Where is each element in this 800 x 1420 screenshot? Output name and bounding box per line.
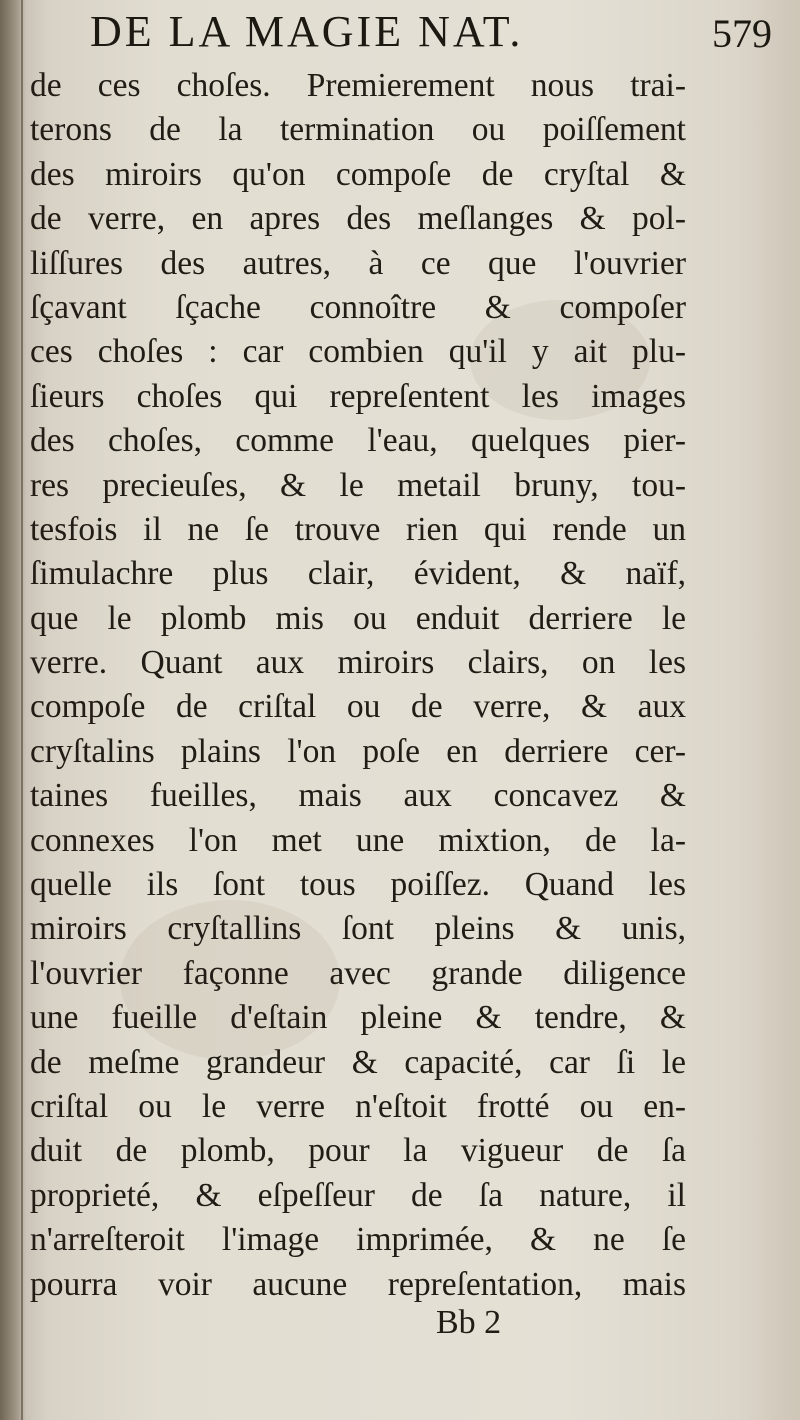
text-line: de meſme grandeur & capacité, car ſi le: [30, 1043, 686, 1081]
text-line: tesfois il ne ſe trouve rien qui rende un: [30, 510, 686, 548]
text-line: n'arreſteroit l'image imprimée, & ne ſe: [30, 1221, 686, 1259]
body-text: [30, 64, 686, 1307]
text-line: des choſes, comme l'eau, quelques pier-: [30, 422, 686, 460]
signature-mark: Bb 2: [436, 1304, 502, 1341]
text-line: criſtal ou le verre n'eſtoit frotté ou en-: [30, 1087, 686, 1125]
text-line: ſieurs choſes qui repreſentent les images: [30, 377, 686, 415]
text-line: que le plomb mis ou enduit derriere le: [30, 599, 686, 637]
text-line: ces choſes : car combien qu'il y ait plu-: [30, 333, 686, 371]
text-line: cryſtalins plains l'on poſe en derriere cer-: [30, 732, 686, 770]
text-line: duit de plomb, pour la vigueur de ſa: [30, 1132, 686, 1170]
text-line: compoſe de criſtal ou de verre, & aux: [30, 688, 686, 726]
text-line: terons de la termination ou poiſſement: [30, 111, 686, 149]
text-line: proprieté, & eſpeſſeur de ſa nature, il: [30, 1176, 686, 1214]
text-line: de verre, en apres des meſlanges & pol-: [30, 200, 686, 238]
text-line: ſçavant ſçache connoître & compoſer: [30, 288, 686, 326]
text-line: verre. Quant aux miroirs clairs, on les: [30, 644, 686, 682]
text-line: pourra voir aucune repreſentation, mais: [30, 1265, 686, 1303]
text-line: une fueille d'eſtain pleine & tendre, &: [30, 999, 686, 1037]
text-line: connexes l'on met une mixtion, de la-: [30, 821, 686, 859]
binding-edge: [21, 0, 23, 1420]
page-header: [60, 6, 780, 62]
text-line: quelle ils ſont tous poiſſez. Quand les: [30, 866, 686, 904]
running-title: DE LA MAGIE NAT.: [90, 7, 524, 56]
text-line: miroirs cryſtallins ſont pleins & unis,: [30, 910, 686, 948]
text-line: des miroirs qu'on compoſe de cryſtal &: [30, 155, 686, 193]
text-line: l'ouvrier façonne avec grande diligence: [30, 954, 686, 992]
text-line: liſſures des autres, à ce que l'ouvrier: [30, 244, 686, 282]
text-line: res precieuſes, & le metail bruny, tou-: [30, 466, 686, 504]
text-line: taines fueilles, mais aux concavez &: [30, 777, 686, 815]
page-number: 579: [712, 11, 772, 56]
text-line: ſimulachre plus clair, évident, & naïf,: [30, 555, 686, 593]
text-line: de ces choſes. Premierement nous trai-: [30, 67, 686, 104]
